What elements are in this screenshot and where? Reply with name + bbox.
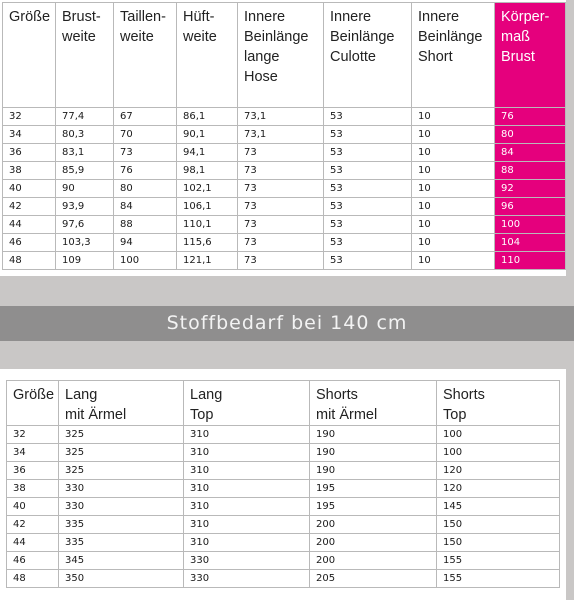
value-cell: 53 xyxy=(324,234,412,252)
size-cell: 36 xyxy=(3,144,56,162)
value-cell: 110,1 xyxy=(177,216,238,234)
table-row xyxy=(3,108,566,126)
value-cell: 53 xyxy=(324,144,412,162)
value-cell: 115,6 xyxy=(177,234,238,252)
column-header: Größe xyxy=(3,3,56,108)
size-cell: 38 xyxy=(7,480,59,498)
value-cell: 10 xyxy=(412,180,495,198)
size-cell: 42 xyxy=(3,198,56,216)
value-cell: 10 xyxy=(412,252,495,270)
size-cell: 44 xyxy=(3,216,56,234)
value-cell: 106,1 xyxy=(177,198,238,216)
value-cell: 110 xyxy=(495,252,566,270)
value-cell: 120 xyxy=(437,480,560,498)
value-cell: 205 xyxy=(310,570,437,588)
value-cell: 195 xyxy=(310,498,437,516)
value-cell: 73,1 xyxy=(238,108,324,126)
value-cell: 190 xyxy=(310,444,437,462)
value-cell: 92 xyxy=(495,180,566,198)
value-cell: 93,9 xyxy=(56,198,114,216)
header-row xyxy=(3,3,566,108)
value-cell: 73 xyxy=(238,180,324,198)
size-cell: 46 xyxy=(7,552,59,570)
value-cell: 88 xyxy=(114,216,177,234)
value-cell: 94,1 xyxy=(177,144,238,162)
column-header: Lang mit Ärmel xyxy=(59,381,184,426)
section-title: Stoffbedarf bei 140 cm xyxy=(166,312,408,334)
value-cell: 53 xyxy=(324,162,412,180)
value-cell: 150 xyxy=(437,516,560,534)
size-chart-table xyxy=(2,2,566,270)
table-row xyxy=(3,180,566,198)
column-header: Innere Beinlänge Short xyxy=(412,3,495,108)
size-cell: 40 xyxy=(7,498,59,516)
value-cell: 335 xyxy=(59,534,184,552)
column-header: Brust- weite xyxy=(56,3,114,108)
value-cell: 85,9 xyxy=(56,162,114,180)
size-cell: 44 xyxy=(7,534,59,552)
value-cell: 310 xyxy=(184,534,310,552)
fabric-requirement-table xyxy=(6,380,560,588)
value-cell: 10 xyxy=(412,144,495,162)
table-row xyxy=(3,234,566,252)
value-cell: 88 xyxy=(495,162,566,180)
value-cell: 10 xyxy=(412,108,495,126)
column-header: Innere Beinlänge Culotte xyxy=(324,3,412,108)
column-header: Shorts Top xyxy=(437,381,560,426)
value-cell: 100 xyxy=(495,216,566,234)
value-cell: 10 xyxy=(412,198,495,216)
value-cell: 70 xyxy=(114,126,177,144)
table-row xyxy=(7,462,560,480)
size-cell: 32 xyxy=(7,426,59,444)
value-cell: 10 xyxy=(412,216,495,234)
table-row xyxy=(7,570,560,588)
table-row xyxy=(7,480,560,498)
table-row xyxy=(3,144,566,162)
value-cell: 53 xyxy=(324,180,412,198)
value-cell: 53 xyxy=(324,198,412,216)
value-cell: 155 xyxy=(437,552,560,570)
value-cell: 76 xyxy=(495,108,566,126)
value-cell: 104 xyxy=(495,234,566,252)
table-row xyxy=(3,198,566,216)
value-cell: 80,3 xyxy=(56,126,114,144)
value-cell: 345 xyxy=(59,552,184,570)
table-row xyxy=(7,534,560,552)
value-cell: 190 xyxy=(310,426,437,444)
table-row xyxy=(3,216,566,234)
value-cell: 325 xyxy=(59,462,184,480)
value-cell: 325 xyxy=(59,444,184,462)
value-cell: 310 xyxy=(184,426,310,444)
value-cell: 103,3 xyxy=(56,234,114,252)
value-cell: 53 xyxy=(324,108,412,126)
value-cell: 86,1 xyxy=(177,108,238,126)
value-cell: 53 xyxy=(324,126,412,144)
value-cell: 150 xyxy=(437,534,560,552)
value-cell: 73 xyxy=(238,144,324,162)
size-cell: 48 xyxy=(7,570,59,588)
size-cell: 42 xyxy=(7,516,59,534)
value-cell: 100 xyxy=(114,252,177,270)
value-cell: 67 xyxy=(114,108,177,126)
value-cell: 10 xyxy=(412,126,495,144)
value-cell: 310 xyxy=(184,480,310,498)
value-cell: 200 xyxy=(310,534,437,552)
value-cell: 73 xyxy=(238,252,324,270)
value-cell: 73 xyxy=(238,216,324,234)
value-cell: 76 xyxy=(114,162,177,180)
value-cell: 190 xyxy=(310,462,437,480)
value-cell: 97,6 xyxy=(56,216,114,234)
column-header: Lang Top xyxy=(184,381,310,426)
value-cell: 94 xyxy=(114,234,177,252)
table-row xyxy=(7,516,560,534)
value-cell: 200 xyxy=(310,516,437,534)
table-row xyxy=(3,126,566,144)
size-cell: 34 xyxy=(7,444,59,462)
column-header: Innere Beinlänge lange Hose xyxy=(238,3,324,108)
value-cell: 325 xyxy=(59,426,184,444)
size-cell: 36 xyxy=(7,462,59,480)
size-cell: 48 xyxy=(3,252,56,270)
value-cell: 330 xyxy=(184,552,310,570)
value-cell: 310 xyxy=(184,516,310,534)
value-cell: 53 xyxy=(324,216,412,234)
value-cell: 96 xyxy=(495,198,566,216)
value-cell: 90,1 xyxy=(177,126,238,144)
size-cell: 40 xyxy=(3,180,56,198)
table-row xyxy=(7,552,560,570)
value-cell: 310 xyxy=(184,498,310,516)
value-cell: 121,1 xyxy=(177,252,238,270)
table-row xyxy=(7,426,560,444)
column-header: Körper- maß Brust xyxy=(495,3,566,108)
size-cell: 32 xyxy=(3,108,56,126)
value-cell: 73 xyxy=(238,162,324,180)
column-header: Shorts mit Ärmel xyxy=(310,381,437,426)
value-cell: 310 xyxy=(184,462,310,480)
column-header: Größe xyxy=(7,381,59,426)
value-cell: 53 xyxy=(324,252,412,270)
value-cell: 330 xyxy=(59,480,184,498)
value-cell: 145 xyxy=(437,498,560,516)
value-cell: 84 xyxy=(495,144,566,162)
value-cell: 330 xyxy=(59,498,184,516)
value-cell: 77,4 xyxy=(56,108,114,126)
table-row xyxy=(7,444,560,462)
section-title-band xyxy=(0,306,574,341)
value-cell: 102,1 xyxy=(177,180,238,198)
table-row xyxy=(3,162,566,180)
value-cell: 80 xyxy=(495,126,566,144)
table-row xyxy=(3,252,566,270)
size-cell: 34 xyxy=(3,126,56,144)
size-cell: 46 xyxy=(3,234,56,252)
value-cell: 109 xyxy=(56,252,114,270)
header-row xyxy=(7,381,560,426)
value-cell: 10 xyxy=(412,162,495,180)
value-cell: 98,1 xyxy=(177,162,238,180)
table-row xyxy=(7,498,560,516)
column-header: Taillen- weite xyxy=(114,3,177,108)
value-cell: 73,1 xyxy=(238,126,324,144)
column-header: Hüft- weite xyxy=(177,3,238,108)
size-cell: 38 xyxy=(3,162,56,180)
value-cell: 335 xyxy=(59,516,184,534)
value-cell: 84 xyxy=(114,198,177,216)
value-cell: 200 xyxy=(310,552,437,570)
value-cell: 73 xyxy=(114,144,177,162)
value-cell: 80 xyxy=(114,180,177,198)
value-cell: 83,1 xyxy=(56,144,114,162)
value-cell: 73 xyxy=(238,198,324,216)
value-cell: 100 xyxy=(437,444,560,462)
value-cell: 195 xyxy=(310,480,437,498)
value-cell: 90 xyxy=(56,180,114,198)
value-cell: 120 xyxy=(437,462,560,480)
value-cell: 100 xyxy=(437,426,560,444)
value-cell: 73 xyxy=(238,234,324,252)
value-cell: 330 xyxy=(184,570,310,588)
value-cell: 155 xyxy=(437,570,560,588)
value-cell: 310 xyxy=(184,444,310,462)
value-cell: 350 xyxy=(59,570,184,588)
value-cell: 10 xyxy=(412,234,495,252)
